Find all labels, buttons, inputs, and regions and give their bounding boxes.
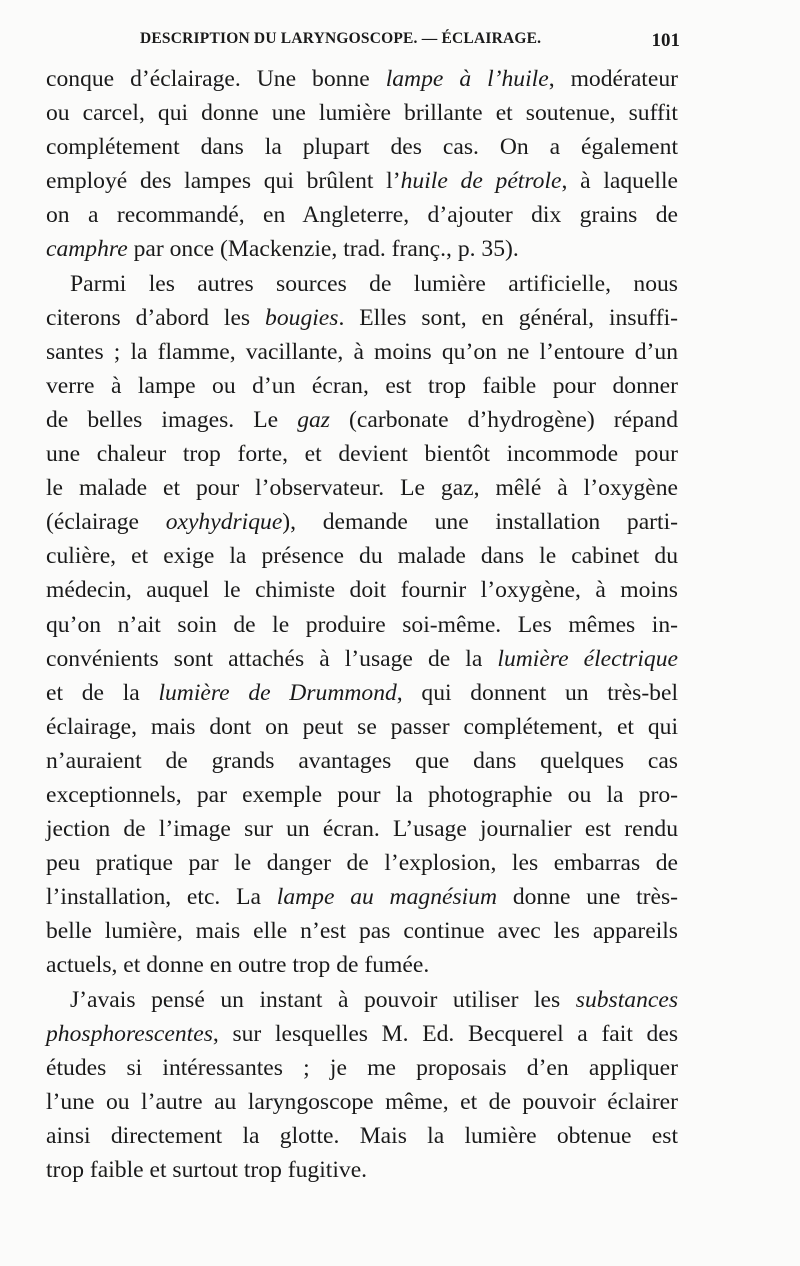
text-line bbox=[46, 744, 678, 778]
text-run: qu’on n’ait soin de le produire soi-même. Les mêmes in- bbox=[46, 611, 678, 638]
text-run: peu pratique par le danger de l’explosion, les embarras de bbox=[46, 850, 678, 877]
text-run: éclairage, mais dont on peut se passer complétement, et qui bbox=[46, 713, 678, 740]
text-run: . Elles sont, en général, insuffi- bbox=[338, 304, 678, 331]
text-run: belle lumière, mais elle n’est pas continue avec les appareils bbox=[46, 918, 678, 945]
text-line bbox=[46, 164, 678, 198]
text-line bbox=[46, 62, 678, 96]
text-run: (éclairage bbox=[46, 509, 166, 536]
text-line bbox=[46, 1085, 678, 1119]
text-run: ou carcel, qui donne une lumière brillante et soutenue, suffit bbox=[46, 100, 678, 127]
text-run: citerons d’abord les bbox=[46, 304, 266, 331]
text-line bbox=[46, 914, 678, 948]
italic-text: bougies bbox=[265, 304, 339, 331]
text-line bbox=[46, 1051, 678, 1085]
text-run: verre à lampe ou d’un écran, est trop faible pour donner bbox=[46, 372, 678, 399]
text-run: , à laquelle bbox=[561, 168, 679, 195]
text-run: l’installation, etc. La bbox=[46, 884, 277, 911]
text-run: études si intéressantes ; je me proposais d’en appliquer bbox=[46, 1054, 678, 1081]
page-number: 101 bbox=[651, 30, 680, 51]
text-line bbox=[46, 880, 678, 914]
text-run: ), demande une installation parti- bbox=[282, 509, 678, 536]
text-run: exceptionnels, par exemple pour la photographie ou la pro- bbox=[46, 781, 678, 808]
text-line bbox=[46, 505, 678, 539]
text-run: J’avais pensé un instant à pouvoir utiliser les bbox=[70, 986, 576, 1013]
text-line bbox=[46, 812, 678, 846]
italic-text: camphre bbox=[46, 236, 128, 263]
text-line bbox=[46, 471, 678, 505]
text-run: convénients sont attachés à l’usage de la bbox=[46, 645, 498, 672]
text-line bbox=[46, 676, 678, 710]
text-line bbox=[46, 369, 678, 403]
text-line bbox=[46, 642, 678, 676]
text-line bbox=[46, 778, 678, 812]
text-run: on a recommandé, en Angleterre, d’ajouter dix grains de bbox=[46, 202, 678, 229]
text-run: donne une très- bbox=[497, 884, 679, 911]
italic-text: lampe à l’huile bbox=[385, 66, 549, 92]
text-run: jection de l’image sur un écran. L’usage journalier est rendu bbox=[46, 816, 678, 843]
italic-text: phosphorescentes bbox=[46, 1020, 213, 1047]
paragraph bbox=[46, 62, 678, 267]
text-run: n’auraient de grands avantages que dans quelques cas bbox=[46, 747, 678, 774]
text-line bbox=[46, 437, 678, 471]
italic-text: substances bbox=[575, 986, 678, 1013]
text-line bbox=[46, 1153, 678, 1187]
text-line bbox=[46, 232, 678, 266]
text-line bbox=[46, 948, 678, 982]
text-line bbox=[46, 1017, 678, 1051]
italic-text: lampe au magnésium bbox=[276, 884, 498, 911]
running-title: DESCRIPTION DU LARYNGOSCOPE. — ÉCLAIRAGE. bbox=[140, 30, 542, 47]
italic-text: oxyhydrique bbox=[165, 509, 283, 536]
text-run: une chaleur trop forte, et devient bientôt incommode pour bbox=[46, 441, 678, 468]
text-line bbox=[46, 198, 678, 232]
text-run: l’une ou l’autre au laryngoscope même, et de pouvoir éclairer bbox=[46, 1088, 678, 1115]
italic-text: gaz bbox=[297, 406, 330, 433]
text-run: et de la bbox=[46, 679, 159, 706]
text-run: (carbonate d’hydrogène) répand bbox=[329, 406, 678, 433]
text-run: , sur lesquelles M. Ed. Becquerel a fait des bbox=[212, 1020, 678, 1047]
text-line bbox=[46, 403, 678, 437]
text-run: employé des lampes qui brûlent l’ bbox=[46, 168, 401, 195]
text-run: de belles images. Le bbox=[46, 406, 298, 433]
text-run: actuels, et donne en outre trop de fumée. bbox=[46, 952, 430, 979]
text-line bbox=[46, 301, 678, 335]
text-line bbox=[46, 539, 678, 573]
text-run: Parmi les autres sources de lumière artificielle, nous bbox=[70, 270, 678, 297]
text-line bbox=[46, 130, 678, 164]
text-line bbox=[46, 846, 678, 880]
text-line bbox=[46, 335, 678, 369]
paragraph bbox=[46, 267, 678, 983]
italic-text: lumière électrique bbox=[497, 645, 678, 672]
text-run: ainsi directement la glotte. Mais la lumière obtenue est bbox=[46, 1122, 678, 1149]
text-run: complétement dans la plupart des cas. On a également bbox=[46, 134, 678, 161]
text-run: , qui donnent un très-bel bbox=[396, 679, 678, 706]
text-line bbox=[46, 710, 678, 744]
text-run: le malade et pour l’observateur. Le gaz, mêlé à l’oxygène bbox=[46, 475, 678, 502]
text-line bbox=[46, 608, 678, 642]
paragraph bbox=[46, 983, 678, 1188]
body-text bbox=[46, 62, 678, 1187]
text-line bbox=[46, 573, 678, 607]
text-run: trop faible et surtout trop fugitive. bbox=[46, 1157, 368, 1183]
text-line bbox=[46, 983, 678, 1017]
text-run: médecin, auquel le chimiste doit fournir l’oxygène, à moins bbox=[46, 577, 678, 604]
running-head bbox=[140, 30, 680, 58]
text-line bbox=[46, 1119, 678, 1153]
text-run: par once (Mackenzie, trad. franç., p. 35). bbox=[127, 236, 519, 263]
text-run: culière, et exige la présence du malade dans le cabinet du bbox=[46, 543, 678, 570]
text-run: conque d’éclairage. Une bonne bbox=[46, 66, 386, 92]
text-line bbox=[46, 96, 678, 130]
italic-text: huile de pétrole bbox=[400, 168, 562, 195]
text-line bbox=[46, 267, 678, 301]
text-run: , modérateur bbox=[548, 66, 678, 92]
text-run: santes ; la flamme, vacillante, à moins qu’on ne l’entoure d’un bbox=[46, 338, 678, 365]
italic-text: lumière de Drummond bbox=[158, 679, 397, 706]
